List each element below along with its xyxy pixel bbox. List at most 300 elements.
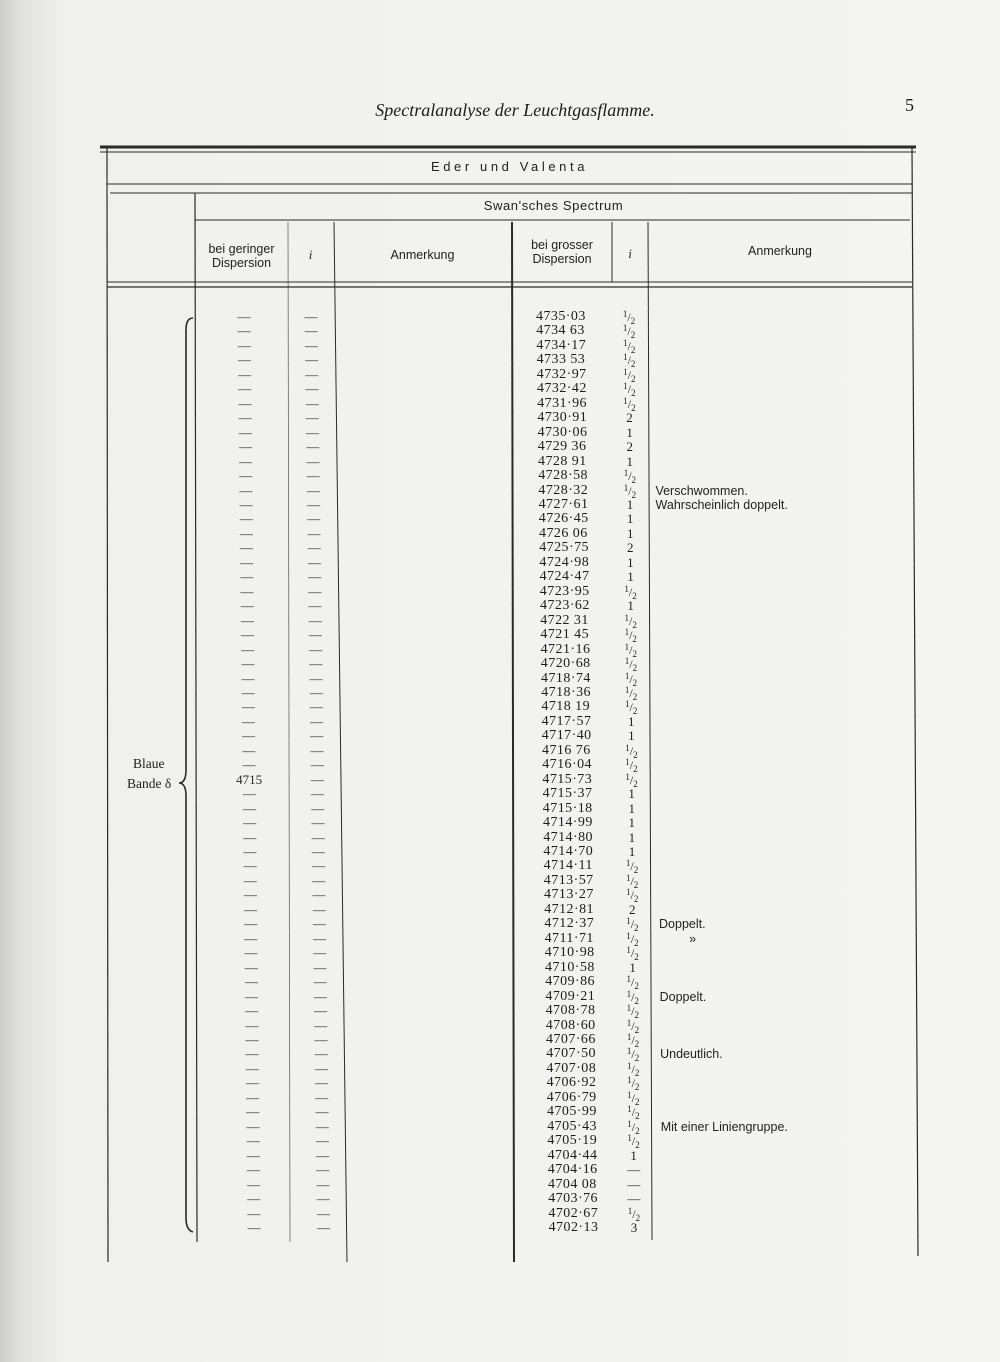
intensity-value: 2	[629, 901, 636, 917]
fraction-numerator: 1	[627, 1205, 633, 1216]
wavelength-value: 4714·99	[543, 815, 593, 831]
wavelength-value: 4722 31	[540, 612, 589, 628]
fraction-denominator: 2	[635, 1111, 640, 1122]
source-header: Eder und Valenta	[430, 159, 589, 174]
low-dispersion-value: —	[240, 612, 254, 628]
low-dispersion-value: —	[239, 525, 253, 541]
fraction-denominator: 2	[632, 590, 637, 601]
wavelength-value: 4718·74	[541, 670, 591, 686]
low-intensity-value: —	[315, 1104, 329, 1120]
wavelength-value: 4704·16	[547, 1162, 598, 1178]
low-dispersion-value: —	[238, 381, 252, 397]
fraction-slash: /	[630, 888, 634, 903]
fraction-numerator: 1	[624, 627, 630, 638]
fraction-numerator: 1	[624, 583, 629, 594]
fraction-slash: /	[631, 1004, 635, 1019]
wavelength-value: 4705·19	[547, 1133, 598, 1149]
low-dispersion-value: —	[247, 1219, 261, 1235]
low-intensity-value: —	[310, 713, 324, 729]
running-title: Spectralanalyse der Leuchtgasflamme.	[375, 100, 655, 120]
wavelength-value: 4729 36	[537, 439, 587, 455]
low-dispersion-value: —	[238, 395, 252, 411]
wavelength-value: 4714·80	[543, 829, 593, 845]
fraction-denominator: 2	[635, 1140, 640, 1151]
low-dispersion-value: —	[239, 468, 253, 484]
low-intensity-value: —	[311, 844, 325, 860]
wavelength-value: 4713·27	[544, 887, 594, 903]
low-intensity-value: —	[307, 540, 321, 556]
wavelength-value: 4705·43	[547, 1118, 597, 1134]
wavelength-value: 4712·37	[544, 916, 595, 932]
fraction-slash: /	[631, 989, 635, 1004]
high-dispersion-header-line2: Dispersion	[532, 252, 592, 266]
low-intensity-value: —	[312, 901, 326, 917]
fraction-numerator: 1	[624, 684, 630, 695]
low-intensity-value: —	[306, 482, 320, 498]
low-dispersion-value: —	[243, 872, 257, 888]
low-dispersion-value: —	[241, 699, 255, 715]
intensity-value: 1	[630, 1147, 637, 1163]
fraction-numerator: 1	[623, 381, 628, 392]
fraction-denominator: 2	[634, 1082, 640, 1093]
wavelength-value: 4703·76	[548, 1191, 598, 1207]
fraction-slash: /	[629, 613, 633, 628]
fraction-slash: /	[629, 743, 634, 758]
low-intensity-value: —	[309, 684, 323, 700]
wavelength-value: 4721 45	[540, 627, 590, 643]
low-dispersion-value: —	[245, 1032, 259, 1047]
note-text: Mit einer Liniengruppe.	[660, 1119, 788, 1134]
fraction-numerator: 1	[626, 945, 631, 956]
fraction-slash: /	[629, 657, 633, 672]
fraction-slash: /	[629, 758, 634, 773]
fraction-denominator: 2	[632, 663, 638, 674]
fraction-slash: /	[627, 382, 632, 397]
intensity-value: 1	[628, 786, 635, 802]
fraction-slash: /	[627, 353, 631, 368]
fraction-denominator: 2	[633, 865, 639, 876]
low-intensity-header: i	[308, 247, 313, 262]
low-dispersion-value: —	[237, 337, 251, 353]
fraction-slash: /	[629, 628, 633, 643]
intensity-value: 1	[628, 829, 636, 845]
low-dispersion-value: —	[242, 757, 256, 773]
fraction-denominator: 2	[633, 749, 638, 760]
fraction-slash: /	[628, 584, 633, 599]
fraction-numerator: 1	[623, 352, 628, 363]
fraction-slash: /	[631, 1047, 635, 1062]
fraction-numerator: 1	[624, 699, 630, 710]
note-text: Doppelt.	[659, 989, 707, 1004]
low-intensity-value: —	[308, 598, 322, 614]
low-dispersion-value: —	[243, 858, 257, 874]
intensity-value: —	[627, 1176, 641, 1192]
wavelength-value: 4724·98	[539, 554, 590, 570]
band-label-line2: Bande δ	[127, 776, 172, 791]
fraction-numerator: 1	[623, 482, 629, 493]
intensity-value: 1	[628, 800, 635, 816]
intensity-value: 2	[626, 439, 633, 455]
low-intensity-value: —	[312, 916, 326, 932]
low-dispersion-value: —	[240, 540, 254, 556]
fraction-slash: /	[632, 1206, 636, 1221]
wavelength-value: 4702·13	[548, 1219, 599, 1235]
fraction-numerator: 1	[626, 1060, 632, 1071]
low-dispersion-value: —	[245, 1060, 259, 1076]
fraction-denominator: 2	[632, 648, 637, 659]
low-dispersion-value: —	[240, 569, 254, 585]
fraction-denominator: 2	[635, 1125, 640, 1136]
low-intensity-value: —	[304, 309, 318, 324]
intensity-value: 1	[628, 815, 636, 831]
low-dispersion-value: —	[244, 901, 258, 917]
wavelength-value: 4735·03	[536, 309, 586, 324]
low-dispersion-value: —	[241, 670, 255, 686]
fraction-numerator: 1	[624, 670, 630, 681]
low-intensity-value: —	[308, 569, 322, 585]
wavelength-value: 4717·57	[541, 713, 592, 729]
intensity-value: 1	[627, 713, 635, 729]
wavelength-value: 4714·70	[543, 844, 594, 860]
fraction-numerator: 1	[626, 930, 631, 941]
low-dispersion-header-line1: bei geringer	[208, 242, 275, 256]
low-intensity-value: —	[308, 627, 322, 643]
note-text: »	[689, 931, 697, 946]
low-dispersion-value: —	[241, 627, 255, 643]
fraction-denominator: 2	[632, 677, 638, 688]
fraction-slash: /	[629, 700, 633, 715]
intensity-value: 1	[628, 728, 635, 744]
wavelength-value: 4712·81	[544, 901, 594, 917]
intensity-value: 1	[627, 598, 634, 614]
fraction-slash: /	[631, 1119, 636, 1134]
low-intensity-value: —	[311, 800, 325, 816]
low-intensity-value: —	[314, 1060, 328, 1076]
low-intensity-value: —	[317, 1219, 331, 1235]
intensity-value: 1	[629, 959, 636, 975]
low-intensity-value: —	[305, 410, 319, 426]
fraction-slash: /	[628, 483, 632, 498]
low-dispersion-value: —	[239, 496, 253, 512]
low-dispersion-value: —	[243, 815, 257, 831]
wavelength-value: 4724·47	[539, 569, 590, 585]
fraction-slash: /	[631, 1105, 636, 1120]
low-intensity-value: —	[305, 352, 319, 368]
low-intensity-value: —	[304, 337, 318, 353]
fraction-numerator: 1	[626, 974, 631, 985]
fraction-denominator: 2	[634, 995, 639, 1006]
low-dispersion-value: —	[246, 1104, 260, 1120]
low-intensity-value: —	[311, 829, 325, 845]
fraction-numerator: 1	[626, 1017, 632, 1028]
fraction-denominator: 2	[630, 359, 636, 370]
fraction-numerator: 1	[622, 337, 628, 348]
wavelength-value: 4708·78	[545, 1003, 596, 1019]
fraction-numerator: 1	[627, 1118, 632, 1129]
fraction-numerator: 1	[625, 757, 630, 768]
wavelength-value: 4720·68	[540, 656, 591, 672]
wavelength-value: 4732·97	[536, 366, 587, 382]
fraction-slash: /	[627, 338, 631, 353]
low-dispersion-value: —	[243, 887, 257, 903]
low-dispersion-value: —	[242, 800, 256, 816]
fraction-slash: /	[629, 642, 633, 657]
wavelength-value: 4726·45	[538, 511, 589, 527]
low-dispersion-value: —	[240, 554, 254, 570]
fraction-numerator: 1	[627, 1075, 632, 1086]
low-dispersion-value: —	[242, 786, 256, 802]
low-dispersion-value: —	[240, 583, 254, 599]
intensity-value: 1	[627, 569, 634, 585]
wavelength-value: 4710·58	[545, 959, 595, 975]
high-intensity-header: i	[628, 246, 632, 261]
high-dispersion-header-line1: bei grosser	[531, 238, 593, 252]
wavelength-value: 4715·37	[542, 786, 593, 802]
fraction-denominator: 2	[631, 388, 636, 399]
fraction-numerator: 1	[625, 771, 630, 782]
wavelength-value: 4718·36	[541, 684, 591, 700]
low-intensity-value: —	[310, 771, 324, 787]
low-dispersion-value: —	[242, 742, 256, 758]
low-intensity-value: —	[316, 1147, 330, 1163]
low-dispersion-value: —	[239, 453, 253, 469]
low-intensity-value: —	[313, 974, 327, 990]
fraction-numerator: 1	[627, 1133, 632, 1144]
wavelength-value: 4728·58	[538, 468, 588, 484]
fraction-numerator: 1	[626, 1003, 632, 1014]
fraction-denominator: 2	[631, 475, 637, 486]
low-intensity-value: —	[306, 468, 320, 484]
fraction-denominator: 2	[634, 923, 639, 934]
fraction-numerator: 1	[623, 366, 628, 377]
low-intensity-value: —	[315, 1133, 329, 1149]
wavelength-value: 4708·60	[545, 1017, 596, 1033]
low-note-header: Anmerkung	[390, 248, 455, 262]
fraction-slash: /	[630, 859, 634, 874]
low-intensity-value: —	[307, 496, 321, 512]
low-intensity-value: —	[305, 381, 319, 397]
fraction-denominator: 2	[633, 764, 638, 775]
note-text: Wahrscheinlich doppelt.	[655, 497, 788, 512]
wavelength-value: 4730·91	[537, 410, 588, 426]
low-dispersion-value: —	[241, 656, 255, 672]
fraction-slash: /	[627, 310, 631, 324]
intensity-value: 2	[626, 410, 633, 426]
fraction-numerator: 1	[626, 916, 631, 927]
low-intensity-value: —	[311, 786, 325, 802]
low-dispersion-value: —	[237, 352, 251, 368]
low-intensity-value: —	[314, 1003, 328, 1019]
intensity-value: 1	[626, 453, 634, 469]
fraction-slash: /	[630, 873, 634, 888]
wavelength-value: 4707·50	[546, 1046, 596, 1062]
wavelength-value: 4716·04	[542, 757, 592, 773]
wavelength-value: 4726 06	[539, 525, 588, 541]
wavelength-value: 4702·67	[548, 1205, 599, 1221]
intensity-value: 1	[626, 496, 634, 512]
fraction-numerator: 1	[627, 1104, 632, 1115]
fraction-denominator: 2	[630, 330, 636, 341]
fraction-slash: /	[629, 685, 633, 700]
low-intensity-value: —	[308, 583, 322, 599]
low-intensity-value: —	[308, 612, 322, 628]
fraction-denominator: 2	[634, 1039, 640, 1049]
wavelength-value: 4709·86	[545, 974, 595, 990]
low-dispersion-value: —	[245, 1075, 259, 1091]
wavelength-value: 4711·71	[544, 930, 594, 946]
wavelength-value: 4718 19	[541, 699, 591, 715]
wavelength-value: 4704 08	[548, 1176, 597, 1192]
wavelength-value: 4723·95	[539, 583, 590, 599]
wavelength-value: 4710·98	[544, 945, 595, 961]
fraction-denominator: 2	[634, 1010, 639, 1021]
band-label-line1: Blaue	[133, 756, 165, 771]
fraction-numerator: 1	[625, 872, 631, 883]
low-intensity-value: —	[313, 959, 327, 975]
fraction-slash: /	[631, 1134, 636, 1149]
fraction-denominator: 2	[635, 1212, 641, 1223]
fraction-denominator: 2	[632, 706, 638, 717]
wavelength-value: 4715·73	[542, 771, 593, 787]
low-dispersion-value: —	[244, 974, 258, 990]
intensity-value: 1	[628, 844, 636, 860]
wavelength-value: 4709·21	[545, 988, 596, 1004]
low-intensity-value: —	[315, 1089, 329, 1105]
low-intensity-value: —	[313, 930, 327, 946]
intensity-value: 1	[627, 554, 634, 570]
wavelength-value: 4721·16	[540, 641, 591, 657]
low-intensity-value: —	[311, 815, 325, 831]
low-intensity-value: —	[310, 742, 324, 758]
intensity-value: 1	[626, 525, 634, 541]
low-dispersion-header-line2: Dispersion	[211, 256, 272, 270]
low-dispersion-value: —	[246, 1089, 260, 1105]
wavelength-value: 4728·32	[538, 482, 589, 498]
wavelength-value: 4706·92	[546, 1075, 597, 1091]
fraction-numerator: 1	[626, 1046, 632, 1057]
fraction-numerator: 1	[625, 742, 630, 753]
intensity-value: —	[627, 1162, 641, 1178]
wavelength-value: 4707·08	[546, 1060, 597, 1076]
fraction-denominator: 2	[630, 316, 636, 326]
fraction-slash: /	[629, 772, 634, 787]
low-dispersion-value: —	[243, 844, 257, 860]
low-dispersion-value: —	[244, 945, 258, 961]
low-intensity-value: —	[305, 395, 319, 411]
low-dispersion-value: —	[242, 728, 256, 744]
wavelength-value: 4734·17	[536, 337, 587, 353]
fraction-denominator: 2	[631, 489, 637, 500]
fraction-slash: /	[628, 469, 632, 484]
fraction-slash: /	[627, 324, 631, 339]
fraction-slash: /	[631, 1090, 635, 1105]
low-intensity-value: —	[312, 872, 326, 888]
low-dispersion-value: —	[237, 323, 251, 339]
fraction-slash: /	[631, 1076, 635, 1091]
fraction-numerator: 1	[623, 468, 629, 479]
low-dispersion-value: —	[245, 988, 259, 1004]
fraction-numerator: 1	[626, 1032, 632, 1042]
wavelength-value: 4730·06	[537, 424, 588, 440]
fraction-slash: /	[627, 396, 632, 411]
low-intensity-value: —	[314, 1046, 328, 1062]
fraction-numerator: 1	[622, 309, 628, 319]
low-dispersion-value: —	[241, 641, 255, 657]
fraction-slash: /	[630, 946, 635, 961]
fraction-denominator: 2	[630, 344, 636, 355]
intensity-value: 3	[630, 1219, 638, 1235]
low-dispersion-value: —	[244, 930, 258, 946]
fraction-numerator: 1	[624, 656, 630, 667]
low-intensity-value: —	[309, 641, 323, 657]
low-dispersion-value: —	[246, 1118, 260, 1134]
low-intensity-value: —	[313, 945, 327, 961]
note-text: Verschwommen.	[655, 483, 748, 498]
low-intensity-value: —	[316, 1162, 330, 1178]
fraction-denominator: 2	[630, 373, 636, 384]
low-intensity-value: —	[312, 858, 326, 874]
low-intensity-value: —	[309, 699, 323, 715]
low-dispersion-value: —	[246, 1147, 260, 1163]
fraction-denominator: 2	[634, 1024, 640, 1035]
wavelength-value: 4713·57	[543, 872, 594, 888]
fraction-denominator: 2	[631, 402, 636, 413]
fraction-denominator: 2	[633, 778, 638, 789]
low-intensity-value: —	[314, 1017, 328, 1033]
fraction-slash: /	[631, 1033, 635, 1047]
high-note-header: Anmerkung	[748, 244, 812, 258]
fraction-denominator: 2	[634, 937, 639, 948]
note-text: Undeutlich.	[660, 1047, 723, 1062]
low-dispersion-value: —	[241, 684, 255, 700]
low-intensity-value: —	[304, 323, 318, 339]
fraction-slash: /	[630, 917, 635, 932]
low-intensity-value: —	[307, 525, 321, 541]
note-text: Doppelt.	[659, 917, 706, 932]
fraction-numerator: 1	[623, 395, 628, 406]
low-dispersion-value: —	[246, 1162, 260, 1178]
wavelength-value: 4732·42	[537, 381, 587, 397]
low-dispersion-value: —	[238, 424, 252, 440]
low-dispersion-value: —	[238, 366, 252, 382]
wavelength-value: 4714·11	[543, 858, 593, 874]
low-dispersion-value: —	[244, 916, 258, 932]
wavelength-value: 4723·62	[540, 598, 590, 614]
low-intensity-value: —	[309, 656, 323, 672]
wavelength-value: 4733 53	[536, 352, 586, 368]
low-dispersion-value: —	[247, 1205, 261, 1221]
low-intensity-value: —	[307, 511, 321, 527]
low-dispersion-value: —	[237, 309, 251, 324]
fraction-slash: /	[630, 931, 635, 946]
intensity-value: —	[627, 1191, 641, 1207]
low-intensity-value: —	[316, 1191, 330, 1207]
wavelength-value: 4731·96	[537, 395, 587, 411]
fraction-slash: /	[631, 975, 635, 990]
low-intensity-value: —	[316, 1205, 330, 1221]
low-dispersion-value: —	[241, 713, 255, 729]
fraction-slash: /	[627, 367, 631, 382]
wavelength-value: 4717·40	[541, 728, 592, 744]
low-dispersion-value: —	[247, 1176, 261, 1192]
page-number: 5	[905, 95, 914, 115]
low-dispersion-value: —	[238, 410, 252, 426]
low-intensity-value: —	[305, 366, 319, 382]
wavelength-value: 4728 91	[538, 453, 587, 469]
fraction-denominator: 2	[633, 879, 639, 890]
low-dispersion-value: 4715	[236, 771, 263, 787]
low-dispersion-value: —	[245, 1017, 259, 1033]
